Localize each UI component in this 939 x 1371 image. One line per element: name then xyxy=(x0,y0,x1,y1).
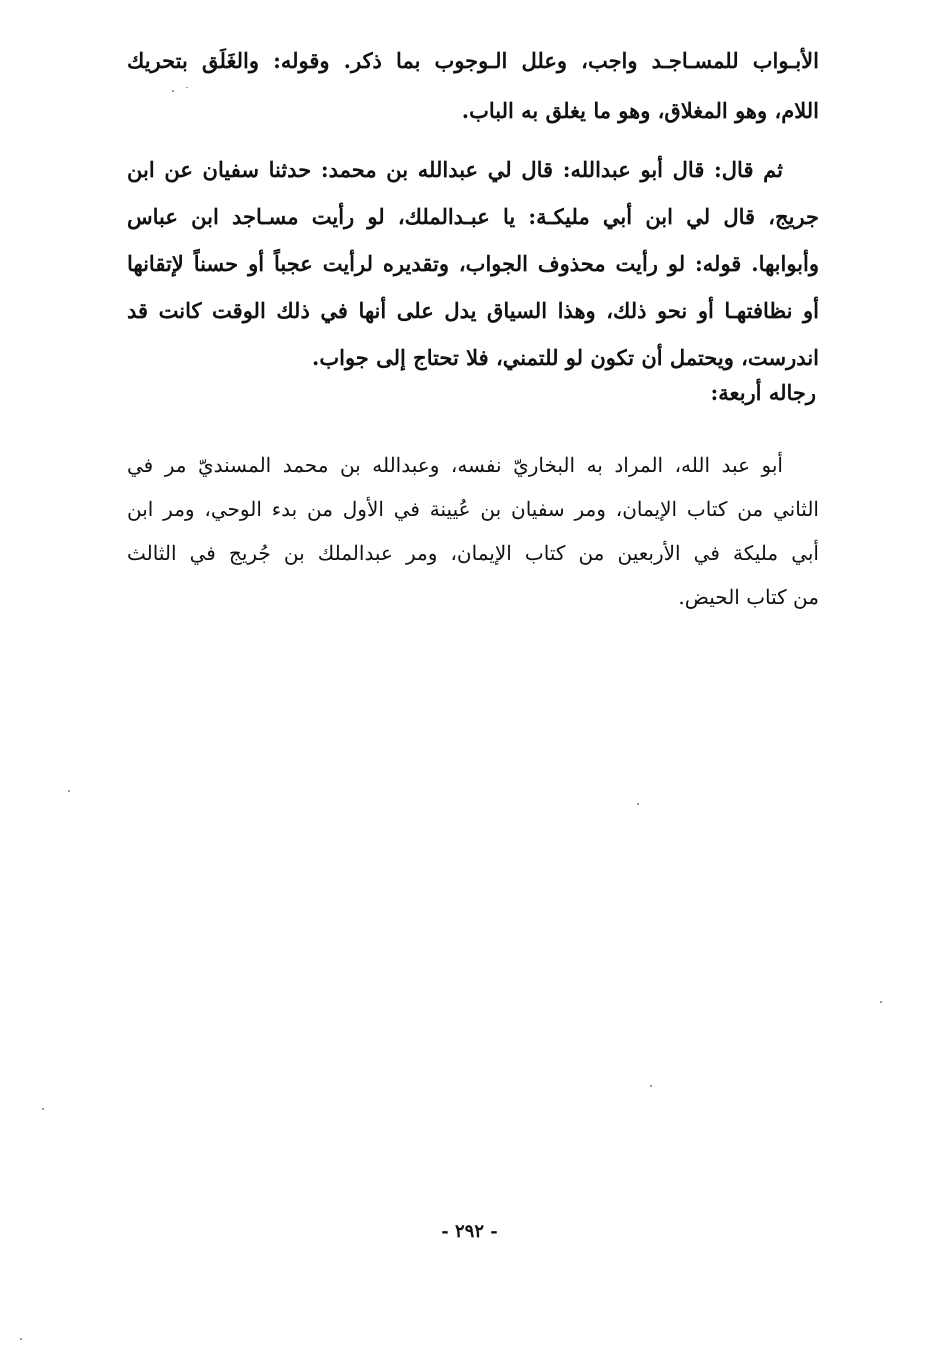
scan-speck xyxy=(637,803,639,805)
paragraph-3-line: أبي مليكة في الأربعين من كتاب الإيمان، ومر عبدالملك بن جُريج في الثالث xyxy=(127,541,819,565)
paragraph-2-line: ثم قال: قال أبو عبدالله: قال لي عبدالله بن محمد: حدثنا سفيان عن ابن xyxy=(127,157,783,182)
paragraph-3-line: أبو عبد الله، المراد به البخاريّ نفسه، وعبدالله بن محمد المسنديّ مر في xyxy=(127,453,783,477)
paragraph-3-line: من كتاب الحيض. xyxy=(678,585,819,609)
scan-speck xyxy=(880,1001,882,1003)
paragraph-1 xyxy=(127,36,819,136)
paragraph-2-line: جريج، قال لي ابن أبي مليكـة: يا عبـدالملك، لو رأيت مسـاجد ابن عباس xyxy=(127,204,819,229)
scan-speck xyxy=(20,1338,22,1340)
scan-speck xyxy=(186,87,188,88)
section-heading: رجاله أربعة: xyxy=(710,380,816,405)
scan-speck xyxy=(172,90,174,92)
paragraph-2-line: اندرست، ويحتمل أن تكون لو للتمني، فلا تحتاج إلى جواب. xyxy=(312,345,819,370)
page-number: - ٢٩٢ - xyxy=(441,1221,498,1242)
paragraph-2-line: وأبوابها. قوله: لو رأيت محذوف الجواب، وتقديره لرأيت عجباً أو حسناً لإتقانها xyxy=(127,251,819,276)
paragraph-2 xyxy=(127,146,819,381)
paragraph-3 xyxy=(127,443,819,619)
paragraph-1-line: الأبـواب للمسـاجـد واجب، وعلل الـوجوب بما ذكر. وقوله: والغَلَق بتحريك xyxy=(127,48,819,73)
scan-speck xyxy=(68,790,70,792)
scan-speck xyxy=(650,1085,652,1087)
scan-speck xyxy=(42,1108,44,1110)
paragraph-3-line: الثاني من كتاب الإيمان، ومر سفيان بن عُيينة في الأول من بدء الوحي، ومر ابن xyxy=(127,497,819,521)
paragraph-1-line: اللام، وهو المغلاق، وهو ما يغلق به الباب. xyxy=(461,98,819,123)
paragraph-2-line: أو نظافتهـا أو نحو ذلك، وهذا السياق يدل على أنها في ذلك الوقت كانت قد xyxy=(127,298,819,323)
